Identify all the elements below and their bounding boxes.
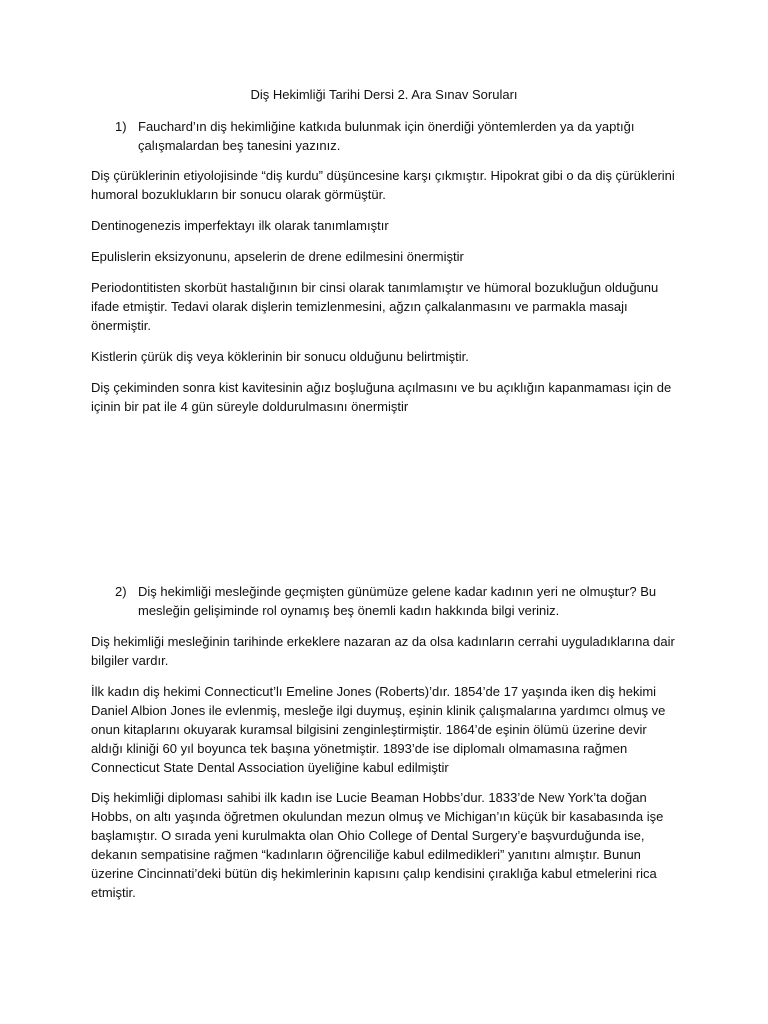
answer-1-paragraph: Diş çekiminden sonra kist kavitesinin ağız boşluğuna açılmasını ve bu açıklığın kapanmaması için de içinin bir pat ile 4 gün süreyle doldurulmasını önermiştir <box>91 380 672 414</box>
document-title: Diş Hekimliği Tarihi Dersi 2. Ara Sınav Soruları <box>250 87 518 102</box>
question-1-text: Fauchard’ın diş hekimliğine katkıda bulunmak için önerdiği yöntemlerden ya da yaptığı çalışmalardan beş tanesini yazınız. <box>138 119 635 153</box>
question-2 <box>115 582 675 620</box>
answer-1-paragraph: Diş çürüklerinin etiyolojisinde “diş kurdu” düşüncesine karşı çıkmıştır. Hipokrat gibi o da diş çürüklerini humoral bozuklukların bir sonucu olarak görmüştür. <box>91 168 675 202</box>
answer-1-paragraph: Kistlerin çürük diş veya köklerinin bir sonucu olduğunu belirtmiştir. <box>91 349 469 364</box>
question-2-text: Diş hekimliği mesleğinde geçmişten günümüze gelene kadar kadının yeri ne olmuştur? Bu mesleğin gelişiminde rol oynamış beş önemli kadın hakkında bilgi veriniz. <box>138 584 657 618</box>
question-1-number: 1) <box>115 119 127 134</box>
answer-1-paragraph: Periodontitisten skorbüt hastalığının bir cinsi olarak tanımlamıştır ve hümoral bozukluğun olduğunu ifade etmiştir. Tedavi olarak dişlerin temizlenmesini, ağzın çalkalanmasını ve parmakla masajı önermiştir. <box>91 280 659 333</box>
answer-1-paragraph: Dentinogenezis imperfektayı ilk olarak tanımlamıştır <box>91 218 389 233</box>
answer-2-paragraph: İlk kadın diş hekimi Connecticut’lı Emeline Jones (Roberts)’dır. 1854’de 17 yaşında iken diş hekimi Daniel Albion Jones ile evlenmiş, mesleğe ilgi duymuş, eşinin klinik çalışmalarına yardımcı olmuş ve onun kitaplarını okuyarak kuramsal bilgisini zenginleştirmiştir. 1864’de eşinin ölümü üzerine devir aldığı kliniği 60 yıl boyunca tek başına yönetmiştir. 1893’de ise diplomalı olmamasına rağmen Connecticut State Dental Association üyeliğine kabul edilmiştir <box>91 684 666 775</box>
answer-1-paragraph: Epulislerin eksizyonunu, apselerin de drene edilmesini önermiştir <box>91 249 464 264</box>
question-1 <box>115 117 675 155</box>
question-2-number: 2) <box>115 584 127 599</box>
answer-2-paragraph: Diş hekimliği mesleğinin tarihinde erkeklere nazaran az da olsa kadınların cerrahi uyguladıklarına dair bilgiler vardır. <box>91 634 675 668</box>
answer-2-paragraph: Diş hekimliği diploması sahibi ilk kadın ise Lucie Beaman Hobbs’dur. 1833’de New York’ta doğan Hobbs, on altı yaşında öğretmen okulundan mezun olmuş ve Michigan’ın küçük bir kasabasında işe başlamıştır. O sırada yeni kurulmakta olan Ohio College of Dental Surgery’e başvurduğunda ise, dekanın sempatisine rağmen “kadınların öğrenciliğe kabul edilmedikleri” yanıtını almıştır. Bunun üzerine Cincinnati’deki bütün diş hekimlerinin kapısını çalıp kendisini çıraklığa kabul etmelerini rica etmiştir. <box>91 790 664 900</box>
